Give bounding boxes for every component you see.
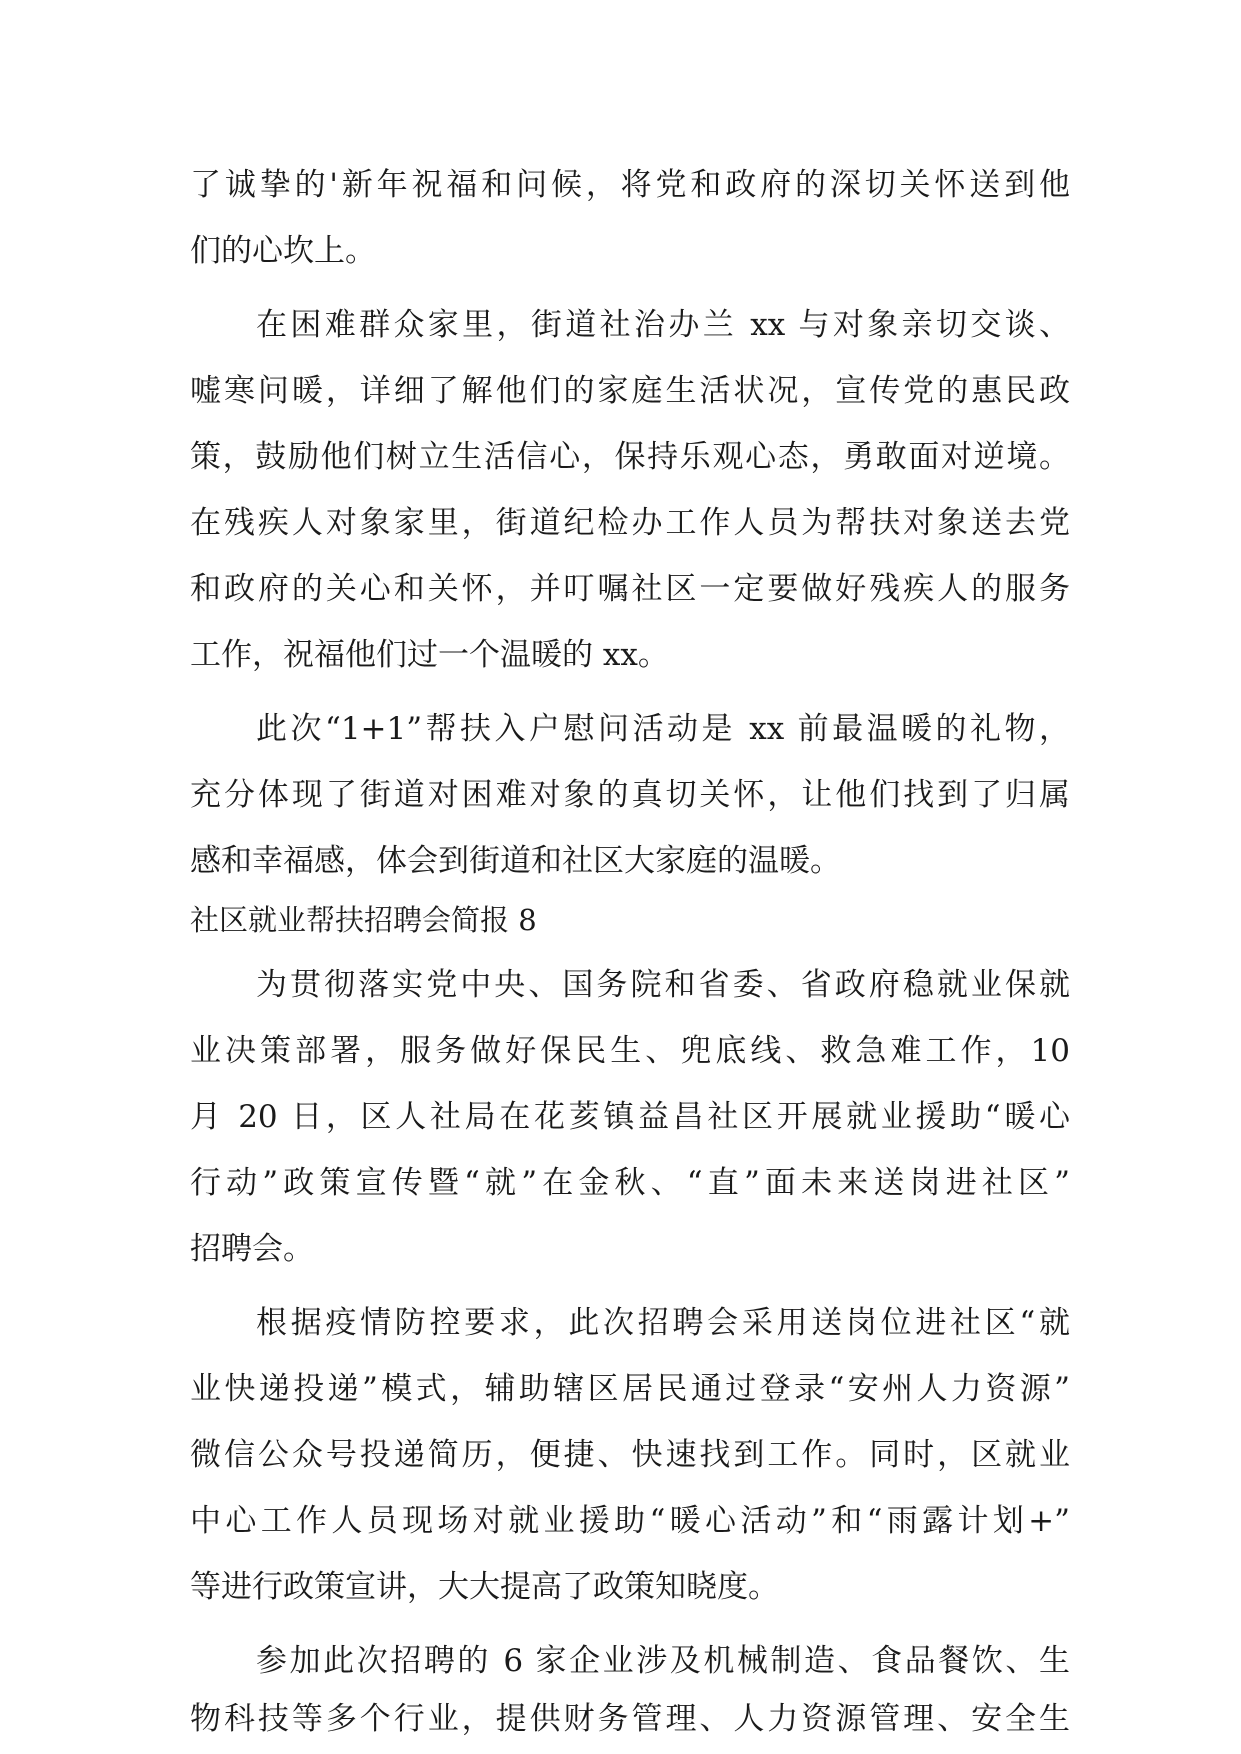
section-heading: 社区就业帮扶招聘会简报 8 xyxy=(190,903,537,937)
paragraph-line: 了诚挚的'新年祝福和问候，将党和政府的深切关怀送到他 xyxy=(190,167,1070,203)
paragraph-line: 根据疫情防控要求，此次招聘会采用送岗位进社区“就 xyxy=(256,1305,1070,1341)
paragraph-line: 感和幸福感，体会到街道和社区大家庭的温暖。 xyxy=(190,843,841,879)
paragraph-line: 参加此次招聘的 6 家企业涉及机械制造、食品餐饮、生 xyxy=(256,1643,1070,1679)
paragraph-line: 为贯彻落实党中央、国务院和省委、省政府稳就业保就 xyxy=(256,967,1070,1003)
paragraph-line: 此次“1+1”帮扶入户慰问活动是 xx 前最温暖的礼物， xyxy=(256,711,1070,747)
paragraph-line: 嘘寒问暖，详细了解他们的家庭生活状况，宣传党的惠民政 xyxy=(190,373,1070,409)
paragraph-line: 招聘会。 xyxy=(190,1231,314,1267)
paragraph-line: 在困难群众家里，街道社治办兰 xx 与对象亲切交谈、 xyxy=(256,307,1070,343)
paragraph-line: 策，鼓励他们树立生活信心，保持乐观心态，勇敢面对逆境。 xyxy=(190,439,1070,475)
paragraph-line: 物科技等多个行业，提供财务管理、人力资源管理、安全生 xyxy=(190,1701,1070,1737)
paragraph-line: 中心工作人员现场对就业援助“暖心活动”和“雨露计划+” xyxy=(190,1503,1070,1539)
paragraph-line: 和政府的关心和关怀，并叮嘱社区一定要做好残疾人的服务 xyxy=(190,571,1070,607)
paragraph-line: 微信公众号投递简历，便捷、快速找到工作。同时，区就业 xyxy=(190,1437,1070,1473)
paragraph-line: 们的心坎上。 xyxy=(190,233,376,269)
paragraph-line: 月 20 日，区人社局在花荄镇益昌社区开展就业援助“暖心 xyxy=(190,1099,1070,1135)
paragraph-line: 业决策部署，服务做好保民生、兜底线、救急难工作，10 xyxy=(190,1033,1070,1069)
paragraph-line: 业快递投递”模式，辅助辖区居民通过登录“安州人力资源” xyxy=(190,1371,1070,1407)
paragraph-line: 工作，祝福他们过一个温暖的 xx。 xyxy=(190,637,669,673)
paragraph-line: 等进行政策宣讲，大大提高了政策知晓度。 xyxy=(190,1569,779,1605)
paragraph-line: 充分体现了街道对困难对象的真切关怀，让他们找到了归属 xyxy=(190,777,1070,813)
paragraph-line: 行动”政策宣传暨“就”在金秋、“直”面未来送岗进社区” xyxy=(190,1165,1070,1201)
paragraph-line: 在残疾人对象家里，街道纪检办工作人员为帮扶对象送去党 xyxy=(190,505,1070,541)
